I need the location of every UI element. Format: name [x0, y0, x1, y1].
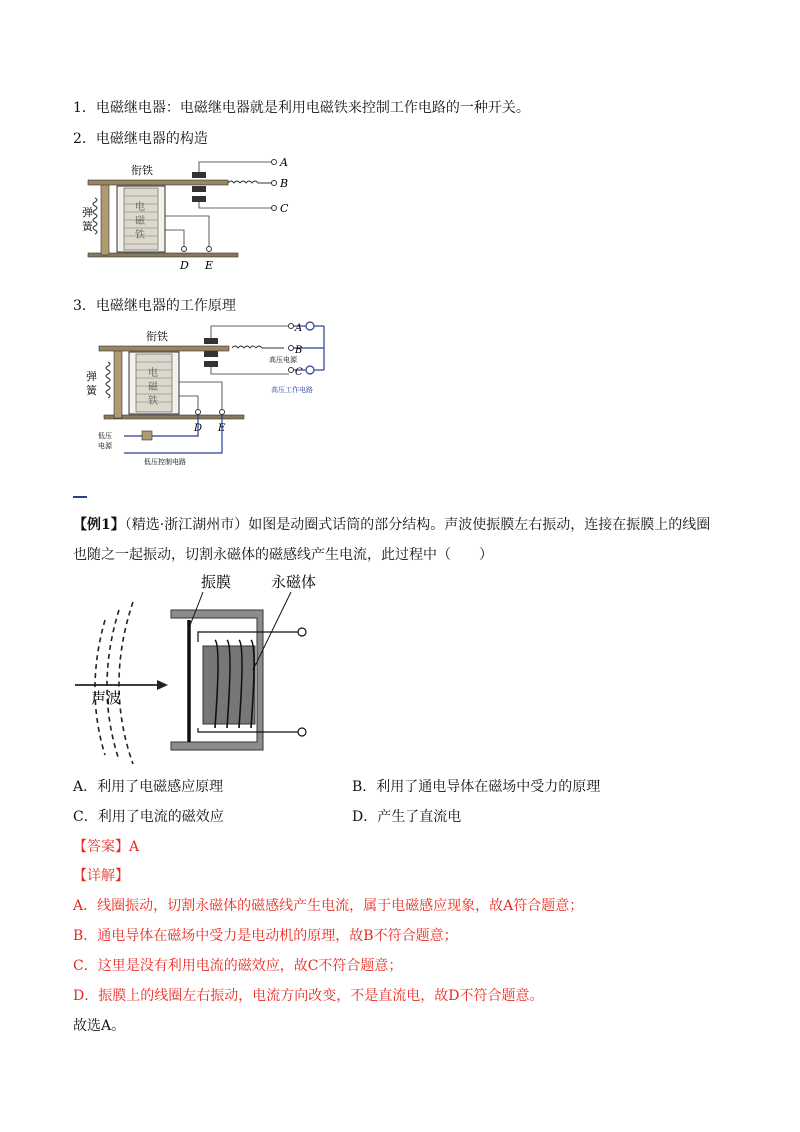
- item-1: 1．电磁继电器：电磁继电器就是利用电磁铁来控制工作电路的一种开关。: [73, 100, 530, 116]
- fig1-magnet-label-2: 磁: [135, 216, 145, 227]
- fig1-spring-label-2: 簧: [82, 220, 93, 233]
- fig2-terminal-b-label: B: [295, 345, 303, 356]
- low-voltage-source-label-1: 低压: [98, 432, 112, 440]
- fig2-magnet-label-1: 电: [148, 368, 158, 379]
- fig2-armature-label: 衔铁: [146, 330, 168, 343]
- fig2-terminal-d-label: D: [194, 423, 203, 434]
- example-text-1: （精选·浙江湖州市）如图是动圈式话筒的部分结构。声波使振膜左右振动，连接在振膜上的线圈: [124, 517, 711, 533]
- option-c: C．利用了电流的磁效应: [73, 809, 224, 825]
- diaphragm-label: 振膜: [201, 573, 232, 591]
- fig1-spring-label-1: 弹: [82, 206, 93, 219]
- relay-structure-figure: [84, 150, 304, 275]
- blue-mark: [73, 496, 87, 498]
- explanation-c: C．这里是没有利用电流的磁效应，故C不符合题意；: [73, 958, 403, 974]
- high-voltage-circuit-label: 高压工作电路: [271, 386, 313, 394]
- explanation-d: D．振膜上的线圈左右振动，电流方向改变，不是直流电，故D不符合题意。: [73, 988, 544, 1004]
- option-b: B．利用了通电导体在磁场中受力的原理: [352, 779, 601, 795]
- example-tag: 【例1】: [73, 517, 125, 533]
- option-a: A．利用了电磁感应原理: [73, 779, 224, 795]
- fig1-magnet-label-1: 电: [135, 202, 145, 213]
- sound-wave-label: 声波: [91, 689, 122, 707]
- low-voltage-source-label-2: 电源: [98, 442, 112, 450]
- magnet-label: 永磁体: [271, 573, 317, 591]
- terminal-e-label: E: [205, 259, 214, 272]
- item-3: 3．电磁继电器的工作原理: [73, 298, 236, 314]
- fig1-magnet-label-3: 铁: [135, 230, 145, 241]
- explanation-a: A．线圈振动，切割永磁体的磁感线产生电流，属于电磁感应现象，故A符合题意；: [73, 898, 584, 914]
- detail-tag: 【详解】: [73, 868, 129, 884]
- relay-principle-figure: [84, 318, 344, 466]
- microphone-figure: [73, 570, 323, 765]
- fig2-terminal-e-label: E: [218, 423, 226, 434]
- fig2-spring-label-1: 弹: [86, 370, 97, 383]
- fig2-terminal-c-label: C: [295, 367, 303, 378]
- explanation-b: B．通电导体在磁场中受力是电动机的原理，故B不符合题意；: [73, 928, 458, 944]
- terminal-b-label: B: [280, 177, 289, 190]
- fig2-magnet-label-3: 铁: [148, 396, 158, 407]
- example-line-2: 也随之一起振动，切割永磁体的磁感线产生电流，此过程中（ ）: [73, 547, 493, 563]
- terminal-d-label: D: [180, 259, 189, 272]
- fig2-spring-label-2: 簧: [86, 384, 97, 397]
- fig1-armature-label: 衔铁: [131, 164, 153, 177]
- answer-value: A: [129, 839, 140, 855]
- high-voltage-source-label: 高压电源: [269, 356, 297, 364]
- terminal-a-label: A: [280, 156, 288, 169]
- fig2-terminal-a-label: A: [295, 323, 303, 334]
- item-2: 2．电磁继电器的构造: [73, 131, 208, 147]
- terminal-c-label: C: [280, 202, 289, 215]
- option-d: D．产生了直流电: [352, 809, 462, 825]
- example-line-1: [73, 515, 710, 535]
- low-voltage-circuit-label: 低压控制电路: [144, 458, 186, 466]
- answer-line: [73, 837, 139, 857]
- fig2-magnet-label-2: 磁: [148, 382, 158, 393]
- conclusion: 故选A。: [73, 1018, 126, 1034]
- answer-tag: 【答案】: [73, 839, 129, 855]
